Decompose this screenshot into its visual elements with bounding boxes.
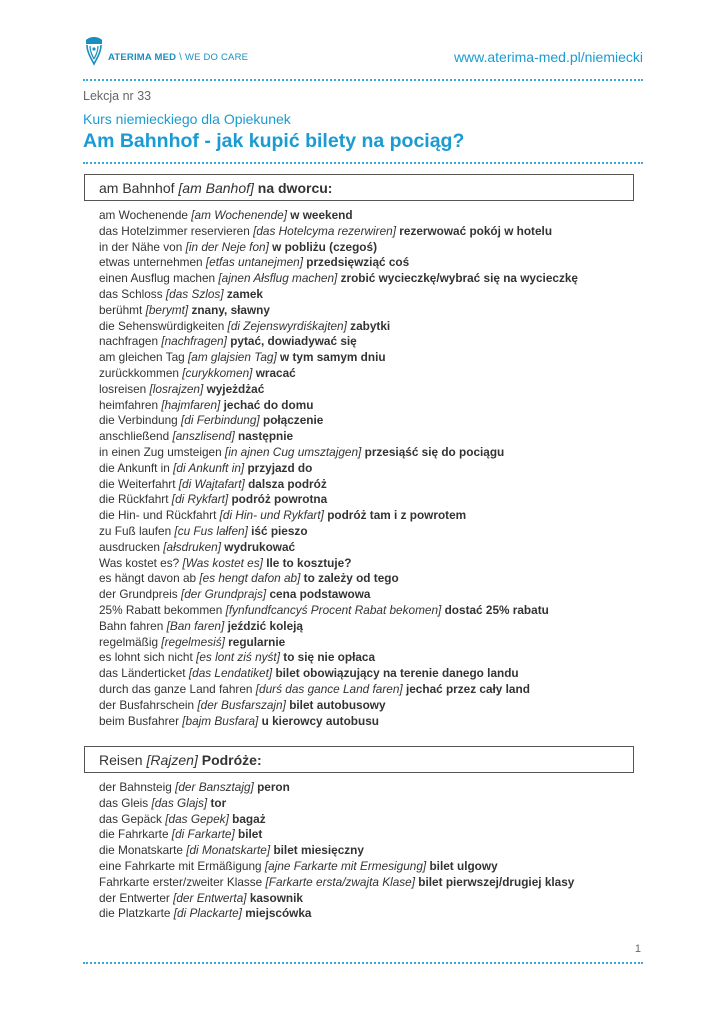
vocab-pl: to zależy od tego [303, 571, 399, 586]
vocab-de: der Bahnsteig [99, 780, 172, 794]
site-url-link[interactable]: www.aterima-med.pl/niemiecki [453, 49, 643, 65]
vocab-ipa: [di Ferbindung] [181, 413, 260, 428]
title-divider [83, 162, 643, 164]
vocab-item [99, 571, 578, 587]
vocab-de: Fahrkarte erster/zweiter Klasse [99, 874, 263, 889]
section-heading-de: am Bahnhof [99, 180, 175, 196]
vocab-de: anschließend [99, 429, 170, 444]
vocab-ipa: [di Rykfart] [171, 492, 229, 507]
vocab-pl: tor [210, 795, 227, 810]
vocab-item [99, 382, 578, 398]
vocab-item [99, 796, 574, 812]
vocab-item [99, 812, 574, 828]
vocab-de: heimfahren [99, 397, 159, 412]
vocab-item [99, 587, 578, 603]
vocab-de: die Platzkarte [99, 906, 171, 921]
vocab-de: die Fahrkarte [99, 827, 169, 842]
logo-tagline: WE DO CARE [184, 52, 249, 63]
vocab-ipa: [di Ankunft in] [173, 460, 245, 475]
vocab-de: die Monatskarte [99, 843, 183, 858]
vocab-de: etwas unternehmen [99, 255, 203, 270]
footer-divider [83, 962, 643, 964]
vocab-pl: wyjeżdżać [206, 381, 265, 396]
vocab-item [99, 477, 578, 493]
section-heading-bahnhof [84, 174, 634, 201]
vocab-item [99, 350, 578, 366]
vocab-pl: bagaż [232, 811, 266, 826]
vocab-pl: pytać, dowiadywać się [230, 334, 357, 349]
vocab-ipa: [di Zejenswyrdiśkajten] [227, 318, 347, 333]
vocab-de: es hängt davon ab [99, 571, 197, 586]
vocab-ipa: [di Farkarte] [171, 827, 235, 842]
vocab-item [99, 413, 578, 429]
vocab-item [99, 319, 578, 335]
vocab-item [99, 398, 578, 414]
vocab-pl: bilet miesięczny [273, 843, 364, 858]
vocab-item [99, 334, 578, 350]
vocab-pl: w pobliżu (czegoś) [272, 239, 377, 254]
vocab-ipa: [regelmesiś] [161, 634, 225, 649]
vocab-de: beim Busfahrer [99, 713, 179, 728]
vocab-ipa: [bajm Busfara] [182, 713, 259, 728]
header-divider [83, 79, 643, 81]
vocab-ipa: [das Hotelcyma rezerwiren] [253, 223, 397, 238]
course-name: Kurs niemieckiego dla Opiekunek [83, 111, 291, 127]
vocab-ipa: [der Grundprajs] [180, 587, 267, 602]
vocab-ipa: [cu Fus lałfen] [174, 523, 248, 538]
vocab-pl: regularnie [228, 634, 286, 649]
vocab-pl: wracać [255, 365, 296, 380]
vocab-pl: jechać do domu [223, 397, 314, 412]
vocab-item [99, 303, 578, 319]
vocab-pl: w weekend [290, 208, 353, 222]
vocab-de: das Länderticket [99, 666, 186, 681]
vocab-item [99, 906, 574, 922]
vocab-ipa: [das Szlos] [165, 286, 224, 301]
vocab-pl: iść pieszo [251, 523, 308, 538]
vocab-ipa: [das Gepek] [165, 811, 229, 826]
vocab-de: die Rückfahrt [99, 492, 169, 507]
vocab-de: das Hotelzimmer reservieren [99, 223, 250, 238]
vocab-item [99, 843, 574, 859]
vocab-ipa: [etfas untanejmen] [205, 255, 303, 270]
vocab-pl: Ile to kosztuje? [266, 555, 352, 570]
vocab-item [99, 714, 578, 730]
page-header [83, 32, 643, 72]
vocab-de: das Schloss [99, 286, 163, 301]
vocab-ipa: [in ajnen Cug umsztajgen] [224, 444, 362, 459]
vocab-de: losreisen [99, 381, 147, 396]
vocab-ipa: [der Busfarszajn] [197, 697, 286, 712]
vocab-ipa: [Ban faren] [166, 618, 225, 633]
vocab-de: der Entwerter [99, 890, 170, 905]
vocab-pl: miejscówka [245, 906, 312, 921]
vocab-de: am Wochenende [99, 208, 188, 222]
vocab-ipa: [losrajzen] [149, 381, 204, 396]
vocab-item [99, 287, 578, 303]
vocab-pl: wydrukować [224, 539, 296, 554]
vocab-de: in einen Zug umsteigen [99, 444, 222, 459]
vocab-de: am gleichen Tag [99, 350, 185, 365]
vocab-item [99, 508, 578, 524]
vocab-ipa: [am Wochenende] [191, 208, 288, 222]
vocab-pl: jechać przez cały land [405, 681, 530, 696]
vocab-item [99, 208, 578, 224]
logo-brand: ATERIMA MED [108, 52, 177, 63]
vocab-item [99, 635, 578, 651]
vocab-ipa: [ałsdruken] [163, 539, 221, 554]
vocab-pl: przesiąść się do pociągu [364, 444, 505, 459]
vocab-ipa: [am glajsien Tag] [187, 350, 277, 365]
vocab-pl: przedsięwziąć coś [306, 255, 410, 270]
vocab-item [99, 271, 578, 287]
vocab-pl: bilet ulgowy [429, 858, 498, 873]
vocab-pl: zamek [226, 286, 263, 301]
vocab-de: eine Fahrkarte mit Ermäßigung [99, 858, 262, 873]
vocab-ipa: [es hengt dafon ab] [199, 571, 301, 586]
vocab-ipa: [das Lendatiket] [188, 666, 273, 681]
vocab-item [99, 619, 578, 635]
vocab-de: ausdrucken [99, 539, 160, 554]
section-heading-ipa: [Rajzen] [146, 752, 198, 768]
vocab-pl: u kierowcy autobusu [261, 713, 379, 728]
vocab-list-reisen [99, 780, 574, 922]
vocab-pl: zrobić wycieczkę/wybrać się na wycieczkę [340, 271, 578, 286]
vocab-ipa: [nachfragen] [161, 334, 227, 349]
vocab-de: die Hin- und Rückfahrt [99, 508, 217, 523]
vocab-pl: znany, sławny [191, 302, 270, 317]
vocab-item [99, 240, 578, 256]
vocab-de: 25% Rabatt bekommen [99, 602, 223, 617]
vocab-item [99, 492, 578, 508]
vocab-ipa: [di Monatskarte] [186, 843, 271, 858]
vocab-pl: podróż powrotna [231, 492, 328, 507]
vocab-ipa: [anszlisend] [172, 429, 235, 444]
vocab-item [99, 875, 574, 891]
vocab-pl: to się nie opłaca [283, 650, 376, 665]
vocab-de: es lohnt sich nicht [99, 650, 193, 665]
vocab-item [99, 461, 578, 477]
page-number: 1 [634, 943, 641, 955]
vocab-de: das Gleis [99, 795, 149, 810]
vocab-ipa: [di Wajtafart] [178, 476, 245, 491]
vocab-item [99, 650, 578, 666]
vocab-ipa: [ajnen Ałsflug machen] [218, 271, 338, 286]
vocab-ipa: [in der Neje fon] [185, 239, 269, 254]
vocab-pl: zabytki [350, 318, 391, 333]
vocab-pl: bilet [238, 827, 263, 842]
vocab-pl: jeździć koleją [227, 618, 303, 633]
vocab-item [99, 429, 578, 445]
vocab-pl: kasownik [249, 890, 303, 905]
section-heading-pl: Podróże: [201, 752, 262, 768]
vocab-ipa: [ajne Farkarte mit Ermesigung] [264, 858, 427, 873]
vocab-ipa: [durś das gance Land faren] [255, 681, 403, 696]
vocab-pl: bilet pierwszej/drugiej klasy [418, 874, 575, 889]
vocab-pl: dalsza podróż [248, 476, 327, 491]
vocab-de: in der Nähe von [99, 239, 183, 254]
vocab-de: berühmt [99, 302, 143, 317]
vocab-de: regelmäßig [99, 634, 159, 649]
vocab-item [99, 255, 578, 271]
aterima-logo-icon [83, 36, 105, 66]
section-heading-reisen [84, 746, 634, 773]
vocab-pl: bilet obowiązujący na terenie danego landu [275, 666, 519, 681]
vocab-de: die Verbindung [99, 413, 178, 428]
vocab-item [99, 682, 578, 698]
vocab-item [99, 366, 578, 382]
vocab-item [99, 540, 578, 556]
vocab-item [99, 445, 578, 461]
vocab-de: die Sehenswürdigkeiten [99, 318, 225, 333]
vocab-de: zu Fuß laufen [99, 523, 172, 538]
vocab-de: zurückkommen [99, 365, 179, 380]
vocab-de: einen Ausflug machen [99, 271, 216, 286]
logo [83, 32, 248, 66]
vocab-pl: dostać 25% rabatu [444, 602, 549, 617]
vocab-pl: połączenie [262, 413, 324, 428]
vocab-item [99, 556, 578, 572]
vocab-ipa: [Farkarte ersta/zwajta Klase] [265, 874, 416, 889]
vocab-pl: rezerwować pokój w hotelu [399, 223, 553, 238]
vocab-ipa: [curykkomen] [182, 365, 253, 380]
vocab-pl: następnie [238, 429, 294, 444]
vocab-ipa: [der Entwerta] [173, 890, 247, 905]
vocab-de: Bahn fahren [99, 618, 164, 633]
vocab-pl: cena podstawowa [269, 587, 371, 602]
vocab-de: das Gepäck [99, 811, 162, 826]
vocab-ipa: [berymt] [145, 302, 189, 317]
vocab-item [99, 780, 574, 796]
page-title: Am Bahnhof - jak kupić bilety na pociąg? [83, 130, 465, 152]
vocab-ipa: [Was kostet es] [182, 555, 263, 570]
vocab-item [99, 666, 578, 682]
vocab-pl: przyjazd do [247, 460, 313, 475]
vocab-item [99, 224, 578, 240]
vocab-ipa: [fynfundfcancyś Procent Rabat bekomen] [225, 602, 442, 617]
section-heading-ipa: [am Banhof] [178, 180, 254, 196]
vocab-pl: bilet autobusowy [289, 697, 386, 712]
vocab-ipa: [hajmfaren] [161, 397, 221, 412]
vocab-ipa: [das Glajs] [151, 795, 208, 810]
logo-separator: \ [179, 52, 182, 63]
vocab-pl: peron [257, 780, 290, 794]
vocab-item [99, 524, 578, 540]
vocab-item [99, 603, 578, 619]
vocab-item [99, 891, 574, 907]
vocab-ipa: [di Plackarte] [173, 906, 242, 921]
vocab-de: Was kostet es? [99, 555, 180, 570]
vocab-de: nachfragen [99, 334, 159, 349]
vocab-de: der Grundpreis [99, 587, 178, 602]
vocab-item [99, 859, 574, 875]
lesson-number: Lekcja nr 33 [83, 89, 152, 103]
vocab-de: die Ankunft in [99, 460, 170, 475]
vocab-ipa: [di Hin- und Rykfart] [219, 508, 324, 523]
vocab-list-bahnhof [99, 208, 578, 729]
vocab-item [99, 827, 574, 843]
section-heading-de: Reisen [99, 752, 143, 768]
vocab-de: der Busfahrschein [99, 697, 195, 712]
vocab-de: durch das ganze Land fahren [99, 681, 253, 696]
vocab-pl: podróż tam i z powrotem [327, 508, 467, 523]
section-heading-pl: na dworcu: [257, 180, 333, 196]
vocab-de: die Weiterfahrt [99, 476, 176, 491]
vocab-item [99, 698, 578, 714]
vocab-ipa: [es lont ziś nyśt] [196, 650, 280, 665]
vocab-pl: w tym samym dniu [280, 350, 386, 365]
vocab-ipa: [der Bansztajg] [175, 780, 254, 794]
